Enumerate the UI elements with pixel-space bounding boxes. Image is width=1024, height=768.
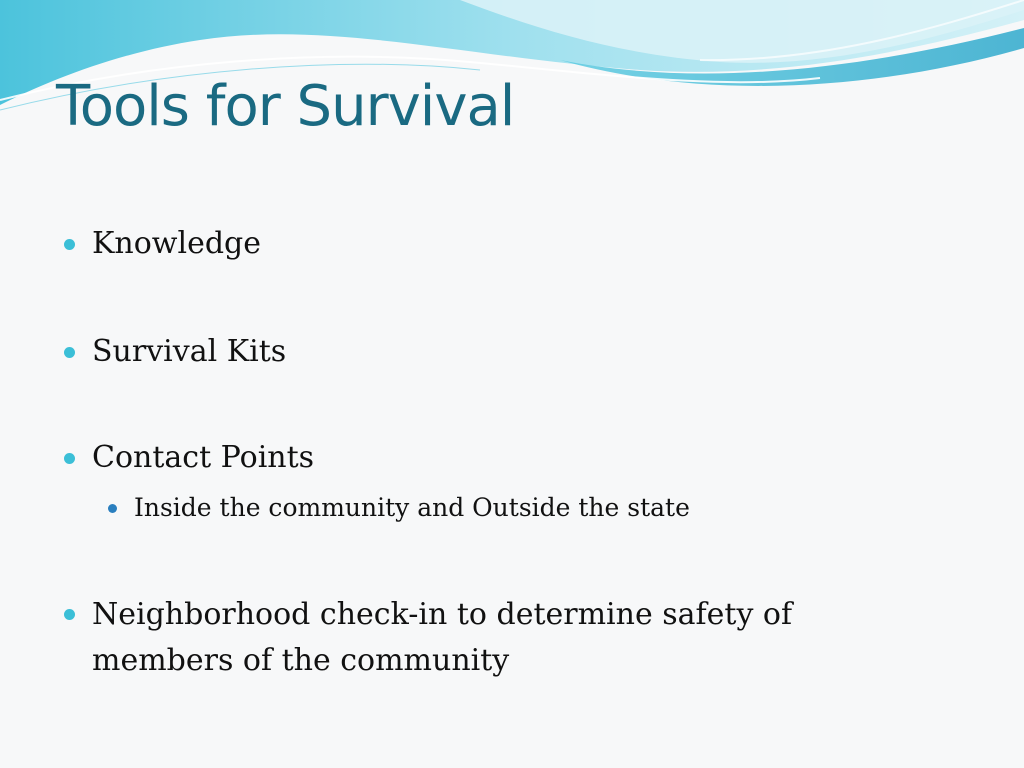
bullet-dot-icon — [64, 609, 75, 620]
bullet-text: Contact Points — [92, 440, 315, 475]
bullet-text: Knowledge — [92, 226, 261, 261]
sub-bullet-dot-icon — [108, 504, 117, 513]
bullet-dot-icon — [64, 239, 75, 250]
bullet-item — [92, 592, 862, 684]
bullet-item — [92, 436, 862, 480]
slide-title: Tools for Survival — [56, 74, 515, 139]
bullet-text: Neighborhood check-in to determine safety of members of the community — [92, 597, 793, 678]
bullet-item — [92, 222, 862, 266]
sub-bullet-item — [134, 490, 690, 526]
bullet-item — [92, 330, 862, 374]
bullet-text: Survival Kits — [92, 334, 287, 369]
sub-bullet-text: Inside the community and Outside the state — [134, 493, 690, 522]
bullet-dot-icon — [64, 347, 75, 358]
bullet-dot-icon — [64, 453, 75, 464]
